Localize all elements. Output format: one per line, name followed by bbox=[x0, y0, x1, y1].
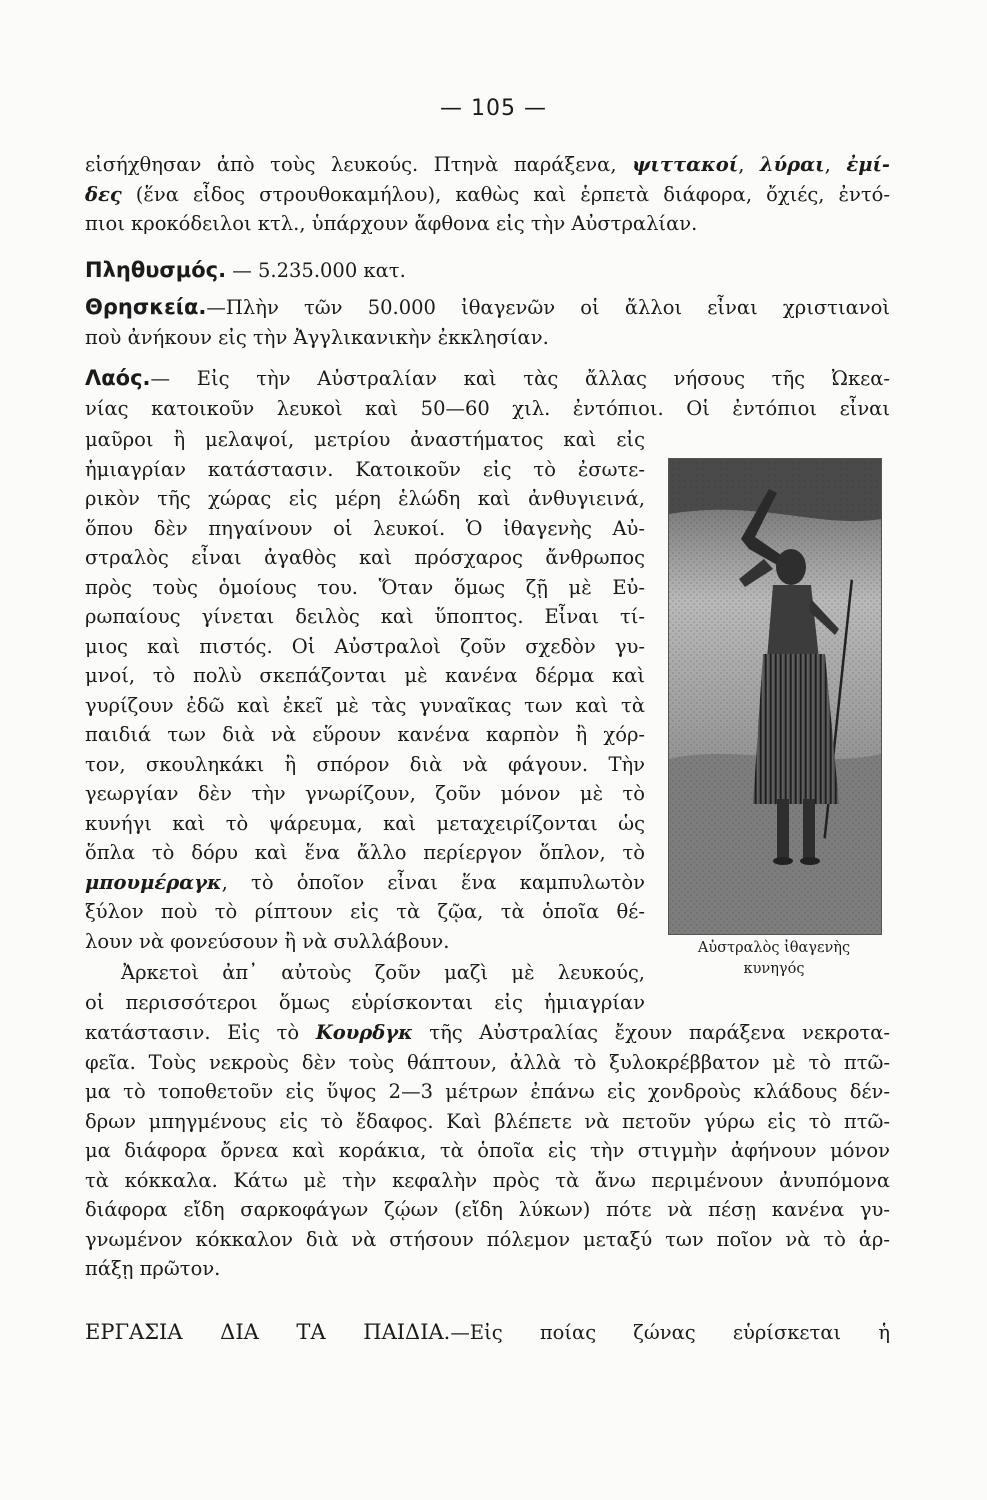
term-boomerang: μπουμέραγκ bbox=[85, 870, 222, 894]
text-line: γεωργίαν δὲν τὴν γνωρίζουν, ζοῦν μόνον μὲ τὸ bbox=[85, 782, 645, 805]
text-span: εἰσήχθησαν ἀπὸ τοὺς λευκούς. Πτηνὰ παράξενα, bbox=[85, 153, 633, 176]
people-paragraph bbox=[85, 364, 890, 423]
term-lyrebirds: λύραι bbox=[759, 153, 825, 176]
text-line: πιοι κροκόδειλοι κτλ., ὑπάρχουν ἄφθονα εἰς τὴν Αὐστραλίαν. bbox=[85, 212, 698, 235]
text-line: λουν νὰ φονεύσουν ἢ νὰ συλλάβουν. bbox=[85, 929, 450, 953]
term-emus-end: δες bbox=[85, 182, 122, 206]
religion-paragraph bbox=[85, 293, 890, 352]
text-line: δρων μπηγμένους εἰς τὸ ἔδαφος. Καὶ βλέπετε νὰ πετοῦν γύρω εἰς τὸ πτῶ- bbox=[85, 1109, 890, 1133]
religion-text: —Πλὴν τῶν 50.000 ἰθαγενῶν οἱ ἄλλοι εἶναι χριστιανοὶ bbox=[206, 296, 890, 319]
exercise-text: —Εἰς ποίας ζώνας εὑρίσκεται ἡ bbox=[450, 1321, 890, 1344]
text-span: (ἕνα εἶδος στρουθοκαμήλου), καθὼς καὶ ἑρπετὰ διάφορα, ὄχιές, ἐντό- bbox=[121, 182, 890, 206]
aboriginal-hunter-photo bbox=[668, 458, 882, 935]
text-line: ἡμιαγρίαν κατάστασιν. Κατοικοῦν εἰς τὸ ἐσωτε- bbox=[85, 457, 645, 481]
text-line bbox=[85, 868, 645, 898]
text-line: μνοί, τὸ πολὺ σκεπάζονται μὲ κανένα δέρμα καὶ bbox=[85, 664, 645, 687]
people-text: — Εἰς τὴν Αὐστραλίαν καὶ τὰς ἄλλας νήσους τῆς Ὠκεα- bbox=[150, 367, 890, 390]
text-span: , bbox=[824, 153, 847, 176]
population-text: — 5.235.000 κατ. bbox=[226, 259, 406, 282]
text-line: μα τὸ τοποθετοῦν εἰς ὕψος 2—3 μέτρων ἐπάνω εἰς χονδροὺς κλάδους δέν- bbox=[85, 1080, 890, 1103]
text-line bbox=[85, 150, 890, 180]
text-line: Ἀρκετοὶ ἀπ᾽ αὐτοὺς ζοῦν μαζὶ μὲ λευκούς, bbox=[121, 961, 645, 984]
text-span: τῆς Αὐστραλίας ἔχουν παράξενα νεκροτα- bbox=[412, 1021, 890, 1044]
left-column-text bbox=[85, 425, 645, 956]
text-line: πρὸς τοὺς ὁμοίους του. Ὅταν ὅμως ζῇ μὲ Εὐ- bbox=[85, 575, 645, 599]
term-kourdgk: Κουρδγκ bbox=[315, 1021, 413, 1044]
text-line: ὅπου δὲν πηγαίνουν οἱ λευκοί. Ὁ ἰθαγενὴς Αὐ- bbox=[85, 516, 645, 540]
text-line: οἱ περισσότεροι ὅμως εὑρίσκονται εἰς ἡμιαγρίαν bbox=[85, 990, 645, 1014]
text-line: κυνήγι καὶ τὸ ψάρευμα, καὶ μεταχειρίζονται ὡς bbox=[85, 811, 645, 835]
text-line: μα διάφορα ὄρνεα καὶ κοράκια, τὰ ὁποῖα εἰς τὴν στιγμὴν ἀφήνουν μόνον bbox=[85, 1139, 890, 1162]
after-photo-text bbox=[85, 958, 645, 1017]
text-line: ποὺ ἀνήκουν εἰς τὴν Ἀγγλικανικὴν ἐκκλησίαν. bbox=[85, 325, 549, 349]
religion-heading: Θρησκεία. bbox=[85, 295, 207, 319]
caption-line: κυνηγός bbox=[743, 961, 805, 977]
text-span: , bbox=[738, 153, 760, 176]
text-line: γνωμένον κόκκαλον διὰ νὰ στήσουν πόλεμον μεταξύ των ποῖον νὰ τὸ ἁρ- bbox=[85, 1227, 890, 1251]
text-line: φεῖα. Τοὺς νεκροὺς δὲν τοὺς θάπτουν, ἀλλὰ τὸ ξυλοκρέββατον μὲ τὸ πτῶ- bbox=[85, 1050, 890, 1074]
term-emus: ἐμί- bbox=[846, 153, 890, 176]
people-heading: Λαός. bbox=[85, 366, 151, 390]
text-line: νίας κατοικοῦν λευκοὶ καὶ 50—60 χιλ. ἐντόπιοι. Οἱ ἐντόπιοι εἶναι bbox=[85, 396, 890, 420]
text-line: παιδιά των διὰ νὰ εὕρουν κανένα καρπὸν ἢ χόρ- bbox=[85, 723, 645, 746]
text-line: ὅπλα τὸ δόρυ καὶ ἕνα ἄλλο περίεργον ὅπλον, τὸ bbox=[85, 841, 645, 864]
term-parrots: ψιττακοί bbox=[632, 153, 739, 176]
photo-caption bbox=[668, 938, 880, 980]
text-line: ρωπαίους γίνεται δειλὸς καὶ ὕποπτος. Εἶναι τί- bbox=[85, 605, 645, 628]
text-line: πάξῃ πρῶτον. bbox=[85, 1257, 221, 1280]
text-line: ρικὸν τῆς χώρας εἰς μέρη ἑλώδη καὶ ἀνθυγιεινά, bbox=[85, 487, 645, 510]
population-paragraph bbox=[85, 256, 890, 286]
intro-paragraph bbox=[85, 150, 890, 239]
text-line: τὰ κόκκαλα. Κάτω μὲ τὴν κεφαλὴν πρὸς τὰ ἄνω περιμένουν ἀνυπόμονα bbox=[85, 1168, 890, 1192]
text-line: διάφορα εἴδη σαρκοφάγων ζῴων (εἴδη λύκων) πότε νὰ πέσῃ κανένα γυ- bbox=[85, 1198, 890, 1221]
exercise-paragraph bbox=[85, 1318, 890, 1348]
text-line: μιος καὶ πιστός. Οἱ Αὐστραλοὶ ζοῦν σχεδὸν γυ- bbox=[85, 634, 645, 658]
text-line: ξύλον ποὺ τὸ ρίπτουν εἰς τὰ ζῷα, τὰ ὁποῖα θέ- bbox=[85, 900, 645, 923]
text-span: κατάστασιν. Εἰς τὸ bbox=[85, 1021, 316, 1044]
page-number: — 105 — bbox=[440, 96, 547, 121]
caption-line: Αὐστραλὸς ἰθαγενὴς bbox=[697, 940, 851, 956]
burial-paragraph bbox=[85, 1018, 890, 1284]
text-line bbox=[85, 1018, 890, 1048]
text-span: , τὸ ὁποῖον εἶναι ἕνα καμπυλωτὸν bbox=[221, 870, 645, 894]
exercise-heading: ΕΡΓΑΣΙΑ ΔΙΑ ΤΑ ΠΑΙΔΙΑ. bbox=[85, 1320, 451, 1344]
text-line: τον, σκουληκάκι ἢ σπόρον διὰ νὰ φάγουν. Τὴν bbox=[85, 752, 645, 776]
population-heading: Πληθυσμός. bbox=[85, 258, 227, 282]
text-line: στραλὸς εἶναι ἀγαθὸς καὶ πρόσχαρος ἄνθρωπος bbox=[85, 546, 645, 569]
text-line: μαῦροι ἢ μελαψοί, μετρίου ἀναστήματος καὶ εἰς bbox=[85, 428, 645, 451]
text-line: γυρίζουν ἐδῶ καὶ ἐκεῖ μὲ τὰς γυναῖκας των καὶ τὰ bbox=[85, 693, 645, 717]
text-line bbox=[85, 180, 890, 210]
